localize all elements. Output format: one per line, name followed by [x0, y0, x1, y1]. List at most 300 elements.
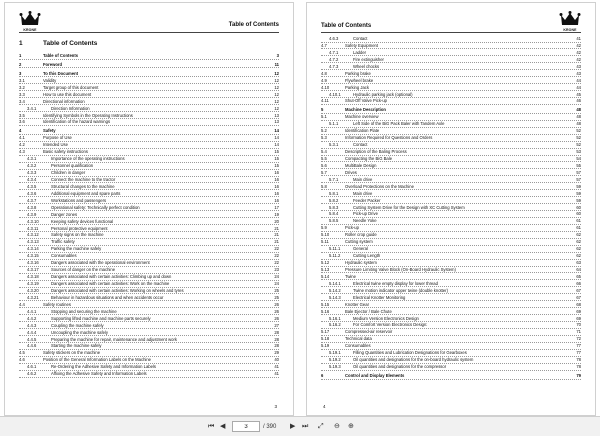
toc-entry — [321, 121, 581, 128]
toc-entry — [19, 142, 279, 149]
toc-entry-title: Importance of the operating instructions — [51, 156, 125, 162]
toc-entry-number: 4.5 — [19, 350, 25, 356]
toc-entry — [321, 198, 581, 205]
toc-entry-title: Feeder Packer — [353, 197, 381, 203]
toc-entry-number: 5.16 — [321, 308, 330, 314]
toc-entry-page: 16 — [274, 190, 279, 196]
toc-entry-title: Overload Protections on the Machine — [345, 183, 414, 189]
toc-entry-title: Fire extinguisher — [353, 56, 384, 62]
toc-entry — [321, 50, 581, 57]
toc-entry-title: Identification Plate — [345, 128, 380, 134]
toc-entry-title: Basic safety instructions — [43, 149, 88, 155]
toc-entry-page: 52 — [576, 135, 581, 141]
toc-entry — [321, 92, 581, 99]
toc-entry-page: 63 — [576, 260, 581, 265]
toc-entry-number: 4.3.2 — [27, 163, 37, 169]
toc-entry — [321, 274, 581, 281]
toc-entry-title: Twine — [345, 273, 356, 279]
toc-entry-page: 17 — [274, 204, 279, 210]
toc-entry-number: 5.1.1 — [329, 121, 339, 127]
toc-entry — [321, 163, 581, 170]
toc-entry-number: 4.3.6 — [27, 190, 37, 196]
toc-entry-number: 5.14.2 — [329, 287, 341, 293]
toc-entry — [19, 226, 279, 233]
toc-entry-number: 3.3 — [19, 91, 25, 97]
toc-entry-number: 4.3.14 — [27, 246, 39, 252]
toc-entry-page: 13 — [274, 119, 279, 125]
toc-entry — [19, 281, 279, 288]
toc-entry — [321, 316, 581, 323]
toc-entry-number: 4.1 — [19, 135, 25, 141]
toc-entry-number: 4.4.5 — [27, 336, 37, 342]
toc-entry-page: 48 — [576, 107, 581, 113]
toc-entry-page: 26 — [274, 301, 279, 307]
toc-entry-number: 5.14.3 — [329, 294, 341, 300]
toc-entry-page: 12 — [274, 84, 279, 90]
toc-entry-number: 4.3.5 — [27, 183, 37, 189]
toc-entry-title: Operational safety: Technically perfect condition — [51, 204, 140, 210]
toc-entry-title: Control and Display Elements — [345, 373, 405, 378]
toc-entry-title: Starting the machine safely — [51, 343, 102, 349]
toc-entry-page: 21 — [274, 239, 279, 245]
toc-entry-number: 5.3.1 — [329, 142, 339, 148]
toc-entry-page: 25 — [274, 287, 279, 293]
header-title: Table of Contents — [228, 22, 279, 28]
toc-entry-title: Safety stickers on the machine — [43, 350, 101, 356]
toc-entry-title: Cutting System Drive for the Design with XC Cutting System — [353, 204, 465, 210]
toc-entry-title: Safety Equipment — [345, 42, 379, 48]
toc-entry-page: 12 — [274, 91, 279, 97]
toc-entry-title: Hydraulic system — [345, 260, 377, 265]
toc-entry-number: 4.3.20 — [27, 287, 39, 293]
toc-entry-number: 3.2 — [19, 84, 25, 90]
toc-entry-number: 4.6 — [19, 357, 25, 363]
toc-entry-number: 2 — [19, 61, 22, 67]
toc-entry-number: 4.7.1 — [329, 49, 339, 55]
toc-entry-page: 68 — [576, 301, 581, 307]
toc-entry-page: 59 — [576, 183, 581, 189]
toc-entry-title: Safety routines — [43, 301, 71, 307]
toc-entry-number: 4.3.18 — [27, 274, 39, 280]
toc-entry-title: Main drive — [353, 176, 373, 182]
first-page-icon[interactable]: ⏮ — [208, 423, 215, 430]
toc-entry-title: Description of the Baling Process — [345, 149, 407, 154]
toc-entry — [19, 85, 279, 92]
toc-entry-title: Contact — [353, 142, 368, 148]
krone-crown-icon — [19, 11, 41, 27]
toc-entry-page: 79 — [576, 373, 581, 378]
toc-entry-title: Pressure Limiting Valve Block (On-Board Hydraulic System) — [345, 266, 456, 272]
toc-entry — [321, 142, 581, 149]
toc-entry-page: 60 — [576, 204, 581, 210]
toc-entry-title: Pick-up — [345, 225, 359, 231]
toc-entry-page: 61 — [576, 225, 581, 231]
toc-entry-title: Technical data — [345, 336, 372, 342]
toc-entry-number: 4.2 — [19, 142, 25, 148]
toc-entry-number: 3.4.1 — [27, 105, 37, 111]
toc-entry — [321, 128, 581, 135]
toc-entry-title: Compacting the BiG Bale — [345, 155, 393, 161]
toc-entry — [19, 184, 279, 191]
toc-entry-title: Foreword — [43, 61, 63, 67]
toc-entry-page: 14 — [274, 142, 279, 148]
toc-entry-number: 4.3.21 — [27, 294, 39, 300]
toc-entry — [19, 232, 279, 239]
toc-entry-page: 12 — [274, 105, 279, 111]
toc-entry-number: 4.3.16 — [27, 260, 39, 266]
toc-entry-number: 3.4 — [19, 98, 25, 104]
toc-entry-title: Safety — [43, 128, 56, 134]
toc-entry-title: Supporting lifted machine and machine parts securely — [51, 315, 151, 321]
toc-entry-number: 4.6.1 — [27, 364, 37, 370]
page-number: 3 — [274, 404, 277, 409]
toc-entry-title: For Comfort Version Electronics Design: — [353, 322, 428, 328]
toc-entry-number: 5.18 — [321, 336, 330, 342]
toc-entry-title: Bale Ejector / Bale Chute — [345, 308, 392, 314]
toc-entry — [321, 357, 581, 364]
toc-entry-page: 12 — [274, 70, 279, 76]
toc-entry-number: 5.8.3 — [329, 204, 339, 210]
toc-entry-title: Contact — [353, 36, 368, 41]
toc-entry-page: 29 — [274, 350, 279, 356]
toc-entry-number: 4.3.15 — [27, 253, 39, 259]
zoom-out-icon[interactable]: ⊖ — [334, 423, 340, 430]
toc-entry — [321, 177, 581, 184]
toc-entry-number: 5.1 — [321, 114, 327, 120]
toc-entry-title: Re-Ordering the Adhesive Safety and Information Labels — [51, 364, 156, 370]
toc-entry-number: 4.4 — [19, 301, 25, 307]
toc-entry-number: 4.3.1 — [27, 156, 37, 162]
toc-entry-title: Stopping and securing the machine — [51, 308, 117, 314]
toc-entry-number: 4.3.11 — [27, 225, 39, 231]
toc-entry-number: 4.4.4 — [27, 329, 37, 335]
toc-entry-page: 72 — [576, 336, 581, 342]
toc-entry-title: Identification of the hazard warnings — [43, 119, 111, 125]
toc-entry-title: Oil quantities and designations for the compressor — [353, 364, 447, 370]
toc-entry-title: Roller crop guide — [345, 232, 377, 238]
toc-entry-title: Left Side of the BiG Pack Baler with Tandem Axle — [353, 121, 445, 127]
toc-list-right — [321, 36, 581, 380]
toc-entry — [321, 267, 581, 274]
toc-entry-page: 48 — [576, 114, 581, 120]
last-page-icon[interactable]: ⏭ — [302, 423, 309, 430]
toc-entry-page: 52 — [576, 128, 581, 134]
toc-entry-page: 69 — [576, 308, 581, 314]
toc-entry-page: 28 — [274, 329, 279, 335]
header-title: Table of Contents — [321, 23, 372, 29]
toc-entry-title: Position of the General Information Labels on the Machine — [43, 357, 152, 363]
toc-entry — [321, 71, 581, 78]
toc-entry — [321, 107, 581, 114]
toc-entry-page: 43 — [576, 70, 581, 76]
toc-entry-title: Filling Quantities and Lubrication Designations for Gearboxes — [353, 350, 467, 356]
toc-entry-number: 4 — [19, 128, 22, 134]
toc-entry-number: 5.13 — [321, 266, 330, 272]
toc-entry-number: 3.6 — [19, 119, 25, 125]
toc-entry — [19, 219, 279, 226]
toc-entry — [321, 322, 581, 329]
toc-entry-title: Target group of this document — [43, 84, 99, 90]
toc-entry-page: 28 — [274, 336, 279, 342]
zoom-in-icon[interactable]: ⊕ — [348, 423, 354, 430]
krone-wordmark: KRONE — [563, 28, 577, 32]
toc-entry — [19, 330, 279, 337]
toc-entry-title: Knotter Gear — [345, 301, 369, 307]
toc-entry-number: 5.10 — [321, 232, 330, 238]
toc-entry-number: 4.6.2 — [27, 371, 37, 377]
toc-entry-title: Machine overview — [345, 114, 379, 120]
toc-entry-page: 3 — [276, 53, 279, 58]
toc-entry-number: 5.8.5 — [329, 218, 339, 224]
toc-entry — [19, 309, 279, 316]
toc-entry — [19, 253, 279, 260]
toc-entry — [321, 170, 581, 177]
toc-entry-page: 41 — [274, 371, 279, 377]
toc-entry — [321, 85, 581, 92]
toc-entry-number: 5.3 — [321, 135, 327, 141]
toc-entry-number: 5.16.1 — [329, 315, 341, 321]
toc-entry — [321, 57, 581, 64]
toc-entry — [19, 267, 279, 274]
toc-entry-number: 5.11.1 — [329, 246, 341, 252]
toc-entry — [321, 218, 581, 225]
toc-entry-number: 4.4.6 — [27, 343, 37, 349]
toc-entry-page: 45 — [576, 91, 581, 97]
toc-entry-page: 57 — [576, 169, 581, 175]
toc-entry-page: 53 — [576, 149, 581, 154]
toc-entry — [19, 62, 279, 69]
toc-entry-page: 21 — [274, 232, 279, 238]
toc-entry-number: 3 — [19, 70, 22, 76]
toc-entry-page: 71 — [576, 329, 581, 335]
next-page-icon[interactable]: ▶ — [290, 423, 296, 430]
toc-entry-page: 66 — [576, 280, 581, 286]
toc-entry-number: 5.8.4 — [329, 211, 339, 217]
toc-entry-page: 22 — [274, 260, 279, 266]
toc-entry-number: 5.19 — [321, 343, 330, 349]
toc-entry-page: 26 — [274, 315, 279, 321]
toc-entry-title: Parking the machine safely — [51, 246, 102, 252]
toc-entry — [321, 309, 581, 316]
toc-entry-page: 41 — [576, 36, 581, 41]
toc-entry-number: 5.14 — [321, 273, 330, 279]
toc-entry — [321, 281, 581, 288]
toc-entry — [19, 149, 279, 156]
page-number: 4 — [323, 404, 326, 409]
toc-entry-number: 4.3 — [19, 149, 25, 155]
toc-entry-number: 4.6.3 — [329, 36, 339, 41]
toc-entry-page: 24 — [274, 281, 279, 286]
fit-page-icon[interactable]: ⤢ — [318, 423, 324, 430]
toc-entry-title: Information Required for Questions and Orders — [345, 135, 433, 141]
toc-entry — [321, 302, 581, 309]
toc-entry-title: Dangers associated with certain activities: Work on the machine — [51, 281, 170, 286]
toc-entry — [321, 184, 581, 191]
toc-entry-number: 5.19.2 — [329, 357, 341, 363]
toc-entry — [321, 329, 581, 336]
toc-entry-number: 4.3.13 — [27, 239, 39, 245]
toc-entry-title: Workstations and passengers — [51, 197, 107, 203]
toc-entry-title: Sources of danger on the machine — [51, 267, 116, 273]
toc-entry-title: Pick-up Drive — [353, 211, 378, 217]
toc-entry-page: 62 — [576, 253, 581, 259]
toc-entry-number: 4.9 — [321, 77, 327, 83]
toc-entry-page: 43 — [576, 63, 581, 69]
toc-entry-page: 44 — [576, 84, 581, 90]
toc-entry-title: Twine motion indicator upper twine (double knotter) — [353, 287, 448, 293]
toc-entry-title: Ladder — [353, 49, 367, 55]
toc-entry-number: 6 — [321, 373, 324, 378]
toc-entry — [19, 246, 279, 253]
toc-entry — [19, 316, 279, 323]
toc-entry-title: Dangers associated with the operational environment — [51, 260, 150, 266]
toc-entry — [19, 71, 279, 78]
page-number-input[interactable] — [232, 421, 260, 432]
toc-entry-title: Children in danger — [51, 170, 86, 175]
toc-entry-page: 13 — [274, 112, 279, 118]
toc-entry — [19, 99, 279, 106]
toc-entry-number: 5.11 — [321, 239, 329, 245]
toc-entry — [19, 288, 279, 295]
toc-entry-page: 77 — [576, 343, 581, 349]
previous-page-icon[interactable]: ◀ — [220, 423, 226, 430]
toc-entry-page: 62 — [576, 239, 581, 245]
toc-entry-number: 4.4.1 — [27, 308, 37, 314]
toc-entry-title: Flywheel brake — [345, 77, 374, 83]
toc-entry-title: Table of Contents — [43, 53, 79, 58]
toc-entry-title: Uncoupling the machine safely — [51, 329, 109, 335]
toc-entry-page: 15 — [274, 156, 279, 162]
toc-entry-page: 19 — [274, 211, 279, 217]
toc-entry-page: 57 — [576, 176, 581, 182]
toc-entry — [321, 149, 581, 156]
krone-crown-icon — [559, 11, 581, 27]
toc-entry-title: Personnel qualification — [51, 163, 94, 169]
krone-wordmark: KRONE — [23, 28, 37, 32]
toc-entry-page: 16 — [274, 176, 279, 182]
toc-entry-page: 12 — [274, 77, 279, 83]
toc-entry — [321, 232, 581, 239]
toc-entry-page: 40 — [274, 357, 279, 363]
toc-entry-number: 4.3.10 — [27, 218, 39, 224]
toc-entry — [19, 343, 279, 350]
toc-entry-page: 60 — [576, 211, 581, 217]
toc-entry-title: Consumables — [345, 343, 371, 349]
toc-entry — [321, 364, 581, 371]
toc-entry-page: 65 — [576, 273, 581, 279]
toc-entry-number: 4.3.19 — [27, 281, 39, 286]
toc-entry-number: 4.7.2 — [329, 56, 339, 62]
toc-entry — [19, 364, 279, 371]
toc-entry-page: 78 — [576, 364, 581, 370]
toc-entry-title: Identifying Symbols in the Operating Instructions — [43, 112, 133, 118]
toc-entry-title: Dangers associated with certain activities: Climbing up and down — [51, 274, 172, 280]
toc-entry-title: Wheel chocks — [353, 63, 380, 69]
toc-entry-page: 41 — [274, 364, 279, 370]
toc-entry-number: 4.7 — [321, 42, 327, 48]
toc-entry-title: Oil quantities and designations for the on-board hydraulic system — [353, 357, 474, 363]
toc-entry-page: 62 — [576, 246, 581, 252]
toc-entry — [321, 205, 581, 212]
toc-entry-title: Additional equipment and spare parts — [51, 190, 121, 196]
toc-entry — [321, 211, 581, 218]
toc-entry — [321, 64, 581, 71]
toc-entry-number: 5.19.3 — [329, 364, 341, 370]
toc-entry-number: 1 — [19, 53, 22, 58]
pdf-viewer-toolbar — [0, 416, 600, 436]
toc-entry — [19, 323, 279, 330]
toc-entry-number: 4.7.3 — [329, 63, 339, 69]
chapter-heading-text: Table of Contents — [43, 40, 98, 47]
toc-entry — [321, 343, 581, 350]
toc-entry-page: 59 — [576, 197, 581, 203]
toc-entry-page: 67 — [576, 294, 581, 300]
toc-entry-number: 4.11 — [321, 98, 329, 104]
toc-entry — [19, 295, 279, 302]
toc-entry-title: Intended Use — [43, 142, 68, 148]
toc-entry — [321, 78, 581, 85]
toc-entry — [321, 288, 581, 295]
toc-entry-page: 28 — [274, 343, 279, 349]
toc-entry-number: 3.1 — [19, 77, 25, 83]
toc-entry-title: Direction Information — [51, 105, 90, 111]
toc-entry-title: To this Document — [43, 70, 79, 76]
toc-entry — [19, 205, 279, 212]
toc-entry-page: 59 — [576, 190, 581, 196]
toc-entry — [19, 191, 279, 198]
chapter-heading-number: 1 — [19, 40, 23, 47]
toc-entry-page: 15 — [274, 163, 279, 169]
toc-entry — [19, 350, 279, 357]
toc-entry — [19, 260, 279, 267]
toc-entry — [19, 371, 279, 378]
toc-entry-page: 67 — [576, 287, 581, 293]
toc-entry — [321, 114, 581, 121]
page-header — [321, 11, 581, 33]
toc-entry-page: 26 — [274, 308, 279, 314]
toc-entry-number: 5.2 — [321, 128, 327, 134]
toc-entry-title: Compressed-air reservoir — [345, 329, 393, 335]
toc-entry-page: 55 — [576, 162, 581, 168]
toc-entry-page: 42 — [576, 56, 581, 62]
toc-entry — [19, 92, 279, 99]
toc-entry — [19, 177, 279, 184]
toc-entry-title: MultiBale Design — [345, 162, 377, 168]
toc-entry — [321, 36, 581, 43]
toc-entry — [19, 135, 279, 142]
toc-entry-page: 27 — [274, 322, 279, 328]
toc-entry-title: Machine Description — [345, 107, 386, 113]
toc-entry-title: Purpose of Use — [43, 135, 72, 141]
toc-entry-page: 24 — [274, 274, 279, 280]
toc-entry — [321, 253, 581, 260]
toc-entry — [19, 170, 279, 177]
toc-entry-title: Shut-Off Valve Pick-up — [345, 98, 387, 104]
toc-entry-title: Electrical twine empty display for lower thread — [353, 280, 438, 286]
toc-entry — [19, 337, 279, 344]
toc-entry — [19, 156, 279, 163]
toc-entry-number: 5.11.2 — [329, 253, 341, 259]
toc-entry — [19, 198, 279, 205]
toc-entry-number: 4.4.3 — [27, 322, 37, 328]
toc-entry-page: 21 — [274, 225, 279, 231]
toc-entry-title: Behaviour in hazardous situations and when accidents occur — [51, 294, 164, 300]
toc-entry-title: Drives — [345, 169, 357, 175]
krone-logo — [19, 11, 41, 31]
toc-entry-title: Safety signs on the machine — [51, 232, 104, 238]
toc-entry-number: 4.3.8 — [27, 204, 37, 210]
toc-entry-page: 64 — [576, 266, 581, 272]
